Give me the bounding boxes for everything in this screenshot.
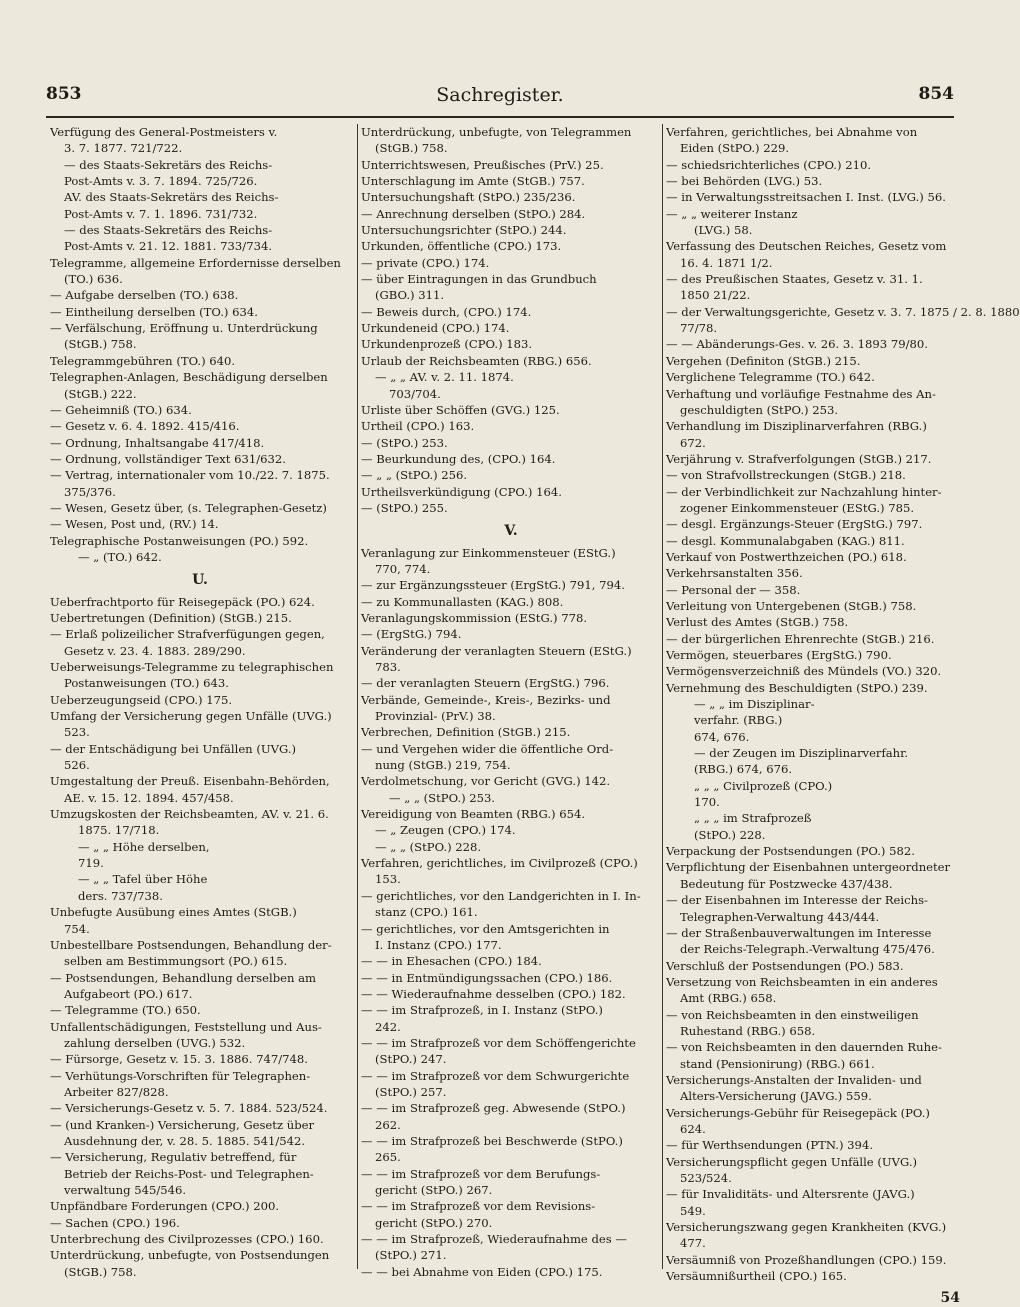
index-entry-line: — — im Strafprozeß, Wiederaufnahme des — [361, 1232, 627, 1247]
index-entry-line: — private (CPO.) 174. [361, 255, 490, 270]
index-entry-line: — des Staats-Sekretärs des Reichs- [64, 157, 273, 172]
index-entry-line: zahlung derselben (UVG.) 532. [64, 1035, 246, 1050]
index-entry-line: Postanweisungen (TO.) 643. [64, 676, 229, 691]
index-entry-line: Verfassung des Deutschen Reiches, Gesetz vom [666, 239, 947, 254]
index-entry-line: Verbände, Gemeinde-, Kreis-, Bezirks- und [361, 692, 611, 707]
index-entry-line: (StPO.) 257. [375, 1084, 447, 1099]
index-entry-line: AE. v. 15. 12. 1894. 457/458. [64, 790, 234, 805]
index-entry-line: Vereidigung von Beamten (RBG.) 654. [361, 807, 586, 822]
index-entry-line: Unterrichtswesen, Preußisches (PrV.) 25. [361, 157, 604, 172]
index-entry-line: — der Verwaltungsgerichte, Gesetz v. 3. 7. 1875 / 2. 8. 1880 [666, 304, 1020, 319]
index-entry-line: Versicherungspflicht gegen Unfälle (UVG.) [666, 1154, 918, 1169]
index-entry-line: (StGB.) 758. [64, 337, 137, 352]
index-entry-line: — — in Entmündigungssachen (CPO.) 186. [361, 970, 613, 985]
index-entry-line: — der Eisenbahnen im Interesse der Reichs- [666, 893, 928, 908]
index-entry-line: stand (Pensionirung) (RBG.) 661. [680, 1056, 875, 1071]
index-entry-line: Alters-Versicherung (JAVG.) 559. [680, 1089, 872, 1104]
page-header [46, 84, 954, 114]
index-entry-line: — der bürgerlichen Ehrenrechte (StGB.) 216. [666, 631, 935, 646]
section-letter-heading: U. [192, 572, 208, 589]
index-entry-line: Unbestellbare Postsendungen, Behandlung der- [50, 937, 332, 952]
index-entry-line: — „ „ (StPO.) 228. [375, 839, 482, 854]
index-entry-line: Verkehrsanstalten 356. [666, 566, 803, 581]
index-entry-line: — des Staats-Sekretärs des Reichs- [64, 223, 273, 238]
page-number-right: 854 [918, 84, 954, 104]
index-entry-line: — über Eintragungen in das Grundbuch [361, 272, 597, 287]
index-entry-line: Versicherungszwang gegen Krankheiten (KVG.) [666, 1220, 947, 1235]
index-entry-line: — Postsendungen, Behandlung derselben am [50, 970, 317, 985]
index-entry-line: — (StPO.) 255. [361, 500, 448, 515]
index-entry-line: 3. 7. 1877. 721/722. [64, 141, 183, 156]
index-entry-line: 77/78. [680, 321, 718, 336]
index-entry-line: Verjährung v. Strafverfolgungen (StGB.) 217. [666, 451, 932, 466]
index-entry-line: — Telegramme (TO.) 650. [50, 1003, 201, 1018]
index-entry-line: 242. [375, 1019, 401, 1034]
index-entry-line: ders. 737/738. [78, 888, 163, 903]
index-entry-line: gericht (StPO.) 270. [375, 1215, 493, 1230]
index-entry-line: — — Wiederaufnahme desselben (CPO.) 182. [361, 986, 626, 1001]
index-entry-line: — Geheimniß (TO.) 634. [50, 402, 192, 417]
index-entry-line: selben am Bestimmungsort (PO.) 615. [64, 954, 288, 969]
index-entry-line: — von Reichsbeamten in den dauernden Ruhe- [666, 1040, 942, 1055]
index-entry-line: — gerichtliches, vor den Landgerichten in I. In- [361, 888, 641, 903]
index-entry-line: zogener Einkommensteuer (EStG.) 785. [680, 500, 915, 515]
index-entry-line: (LVG.) 58. [694, 223, 753, 238]
index-entry-line: — Eintheilung derselben (TO.) 634. [50, 304, 258, 319]
index-entry-line: — Anrechnung derselben (StPO.) 284. [361, 206, 586, 221]
index-entry-line: — „ „ im Disziplinar- [694, 697, 815, 712]
header-rule [46, 116, 954, 118]
index-entry-line: — in Verwaltungsstreitsachen I. Inst. (LVG.) 56. [666, 190, 946, 205]
index-entry-line: 265. [375, 1150, 401, 1165]
index-entry-line: — — im Strafprozeß geg. Abwesende (StPO.) [361, 1101, 626, 1116]
index-entry-line: Untersuchungsrichter (StPO.) 244. [361, 223, 567, 238]
index-entry-line: — „ „ Tafel über Höhe [78, 872, 208, 887]
index-entry-line: 549. [680, 1203, 706, 1218]
index-entry-line: Verfügung des General-Postmeisters v. [50, 125, 278, 139]
index-entry-line: Vernehmung des Beschuldigten (StPO.) 239. [666, 680, 928, 695]
column-divider [662, 124, 663, 1269]
index-entry-line: (GBO.) 311. [375, 288, 445, 303]
index-entry-line: — Erlaß polizeilicher Strafverfügungen gegen, [50, 627, 325, 642]
index-entry-line: Urkunden, öffentliche (CPO.) 173. [361, 239, 562, 254]
index-entry-line: Untersuchungshaft (StPO.) 235/236. [361, 190, 576, 205]
index-entry-line: Telegraphische Postanweisungen (PO.) 592. [50, 533, 309, 548]
index-entry-line: 477. [680, 1236, 706, 1251]
index-entry-line: — Aufgabe derselben (TO.) 638. [50, 288, 239, 303]
index-entry-line: — Versicherungs-Gesetz v. 5. 7. 1884. 523/524. [50, 1101, 328, 1116]
index-entry-line: Vermögensverzeichniß des Mündels (VO.) 320. [666, 664, 942, 679]
index-column-right [666, 124, 1020, 1307]
index-entry-line: Versäumniß von Prozeßhandlungen (CPO.) 159. [666, 1252, 947, 1267]
index-entry-line: 16. 4. 1871 1/2. [680, 255, 773, 270]
index-entry-line: 262. [375, 1117, 401, 1132]
index-entry-line: (StPO.) 228. [694, 827, 766, 842]
section-letter-heading: V. [504, 523, 518, 540]
index-entry-line: Urkundeneid (CPO.) 174. [361, 321, 510, 336]
index-entry-line: Umfang der Versicherung gegen Unfälle (UVG.) [50, 709, 332, 724]
column-divider [357, 124, 358, 1269]
index-entry-line: „ „ „ Civilprozeß (CPO.) [694, 778, 833, 793]
index-entry-line: Amt (RBG.) 658. [680, 991, 777, 1006]
index-column-middle [361, 124, 661, 1280]
index-entry-line: Veränderung der veranlagten Steuern (EStG.) [361, 643, 632, 658]
page-number-left: 853 [46, 84, 82, 104]
signature-mark: 54 [940, 1290, 960, 1307]
index-entry-line: — schiedsrichterliches (CPO.) 210. [666, 157, 872, 172]
index-entry-line: Telegramme, allgemeine Erfordernisse derselben [50, 255, 341, 270]
index-entry-line: Unpfändbare Forderungen (CPO.) 200. [50, 1199, 280, 1214]
index-entry-line: Unterdrückung, unbefugte, von Postsendungen [50, 1248, 330, 1263]
index-entry-line: Veranlagungskommission (EStG.) 778. [361, 610, 588, 625]
index-entry-line: gericht (StPO.) 267. [375, 1183, 493, 1197]
index-entry-line: 1850 21/22. [680, 288, 751, 303]
index-entry-line: — Beurkundung des, (CPO.) 164. [361, 451, 556, 466]
index-entry-line: — — im Strafprozeß vor dem Revisions- [361, 1199, 596, 1214]
index-entry-line: Verdolmetschung, vor Gericht (GVG.) 142. [361, 774, 611, 789]
index-entry-line: — der veranlagten Steuern (ErgStG.) 796. [361, 676, 610, 691]
index-entry-line: (StPO.) 247. [375, 1052, 447, 1067]
index-entry-line: 783. [375, 660, 401, 674]
index-entry-line: Verkauf von Postwerthzeichen (PO.) 618. [666, 549, 907, 564]
index-entry-line: 770, 774. [375, 561, 431, 576]
index-entry-line: Ueberzeugungseid (CPO.) 175. [50, 692, 233, 707]
index-entry-line: Betrieb der Reichs-Post- und Telegraphen- [64, 1166, 314, 1181]
index-entry-line: — Wesen, Gesetz über, (s. Telegraphen-Gesetz) [50, 500, 327, 515]
index-entry-line: Ueberweisungs-Telegramme zu telegraphischen [50, 660, 334, 674]
index-entry-line: AV. des Staats-Sekretärs des Reichs- [64, 190, 279, 205]
index-entry-line: Versicherungs-Gebühr für Reisegepäck (PO.) [666, 1105, 930, 1120]
index-entry-line: — für Werthsendungen (PTN.) 394. [666, 1138, 873, 1153]
index-entry-line: Bedeutung für Postzwecke 437/438. [680, 876, 893, 891]
index-entry-line: — — in Ehesachen (CPO.) 184. [361, 954, 542, 969]
index-entry-line: I. Instanz (CPO.) 177. [375, 937, 502, 952]
index-entry-line: verwaltung 545/546. [64, 1183, 187, 1197]
index-entry-line: — der Verbindlichkeit zur Nachzahlung hinter- [666, 484, 942, 499]
index-entry-line: „ „ „ im Strafprozeß [694, 811, 812, 826]
index-entry-line: Verlust des Amtes (StGB.) 758. [666, 615, 849, 630]
index-entry-line: — Gesetz v. 6. 4. 1892. 415/416. [50, 419, 240, 434]
index-entry-line: Unterdrückung, unbefugte, von Telegrammen [361, 125, 632, 139]
index-entry-line: — „ „ AV. v. 2. 11. 1874. [375, 370, 514, 385]
index-entry-line: verfahr. (RBG.) [694, 713, 783, 728]
index-entry-line: — Sachen (CPO.) 196. [50, 1215, 180, 1230]
index-entry-line: — der Straßenbauverwaltungen im Interesse [666, 925, 932, 940]
index-entry-line: Urtheil (CPO.) 163. [361, 419, 475, 434]
page-title: Sachregister. [436, 84, 564, 106]
index-entry-line: 719. [78, 856, 104, 871]
index-entry-line: — (StPO.) 253. [361, 435, 448, 450]
index-entry-line: 624. [680, 1121, 706, 1136]
index-entry-line: Verhandlung im Disziplinarverfahren (RBG.) [666, 419, 927, 434]
index-entry-line: Post-Amts v. 21. 12. 1881. 733/734. [64, 239, 273, 254]
index-entry-line: Aufgabeort (PO.) 617. [64, 986, 193, 1001]
index-entry-line: — Versicherung, Regulativ betreffend, für [50, 1150, 297, 1165]
index-entry-line: (StPO.) 271. [375, 1248, 447, 1263]
index-entry-line: 754. [64, 921, 90, 936]
index-entry-line: 672. [680, 435, 706, 450]
index-entry-line: 153. [375, 872, 401, 887]
index-entry-line: 170. [694, 795, 720, 810]
index-entry-line: 674, 676. [694, 729, 750, 744]
index-entry-line: Unterschlagung im Amte (StGB.) 757. [361, 174, 585, 189]
index-entry-line: — Fürsorge, Gesetz v. 15. 3. 1886. 747/748. [50, 1052, 308, 1067]
index-column-left [50, 124, 350, 1280]
index-entry-line: Unbefugte Ausübung eines Amtes (StGB.) [50, 905, 297, 920]
index-entry-line: Verglichene Telegramme (TO.) 642. [666, 370, 875, 385]
index-entry-line: (StGB.) 758. [64, 1264, 137, 1279]
index-entry-line: Verhaftung und vorläufige Festnahme des An- [666, 386, 936, 401]
index-entry-line: Umzugskosten der Reichsbeamten, AV. v. 21. 6. [50, 807, 329, 822]
index-entry-line: Versicherungs-Anstalten der Invaliden- und [666, 1072, 922, 1087]
index-entry-line: — — im Strafprozeß vor dem Schwurgerichte [361, 1068, 630, 1083]
index-entry-line: — des Preußischen Staates, Gesetz v. 31. 1. [666, 272, 923, 287]
index-entry-line: Verleitung von Untergebenen (StGB.) 758. [666, 598, 917, 613]
index-entry-line: Versäumnißurtheil (CPO.) 165. [666, 1269, 847, 1284]
index-entry-line: Telegrammgebühren (TO.) 640. [50, 353, 236, 368]
index-entry-line: — „ „ (StPO.) 253. [389, 790, 496, 805]
index-entry-line: Post-Amts v. 3. 7. 1894. 725/726. [64, 174, 258, 189]
index-entry-line: — — im Strafprozeß vor dem Schöffengerichte [361, 1035, 636, 1050]
index-entry-line: — „ „ Höhe derselben, [78, 839, 210, 854]
index-entry-line: der Reichs-Telegraph.-Verwaltung 475/476. [680, 942, 935, 957]
index-entry-line: 526. [64, 758, 90, 773]
index-entry-line: — bei Behörden (LVG.) 53. [666, 174, 823, 189]
index-entry-line: (StGB.) 758. [375, 141, 448, 156]
index-entry-line: Umgestaltung der Preuß. Eisenbahn-Behörden, [50, 774, 330, 789]
index-entry-line: — und Vergehen wider die öffentliche Ord- [361, 741, 614, 756]
index-entry-line: Arbeiter 827/828. [64, 1084, 169, 1099]
index-entry-line: — — bei Abnahme von Eiden (CPO.) 175. [361, 1264, 603, 1279]
index-entry-line: Verpflichtung der Eisenbahnen untergeordneter [666, 860, 951, 875]
index-entry-line: — zur Ergänzungssteuer (ErgStG.) 791, 794. [361, 578, 625, 593]
index-entry-line: Ueberfrachtporto für Reisegepäck (PO.) 624. [50, 594, 315, 609]
index-entry-line: 1875. 17/718. [78, 823, 160, 838]
index-entry-line: Post-Amts v. 7. 1. 1896. 731/732. [64, 206, 258, 221]
index-entry-line: — Wesen, Post und, (RV.) 14. [50, 517, 219, 532]
index-entry-line: — Ordnung, Inhaltsangabe 417/418. [50, 435, 265, 450]
index-entry-line: — zu Kommunallasten (KAG.) 808. [361, 594, 564, 609]
index-entry-line: (RBG.) 674, 676. [694, 762, 793, 777]
index-entry-line: — Ordnung, vollständiger Text 631/632. [50, 451, 286, 466]
index-entry-line: — desgl. Ergänzungs-Steuer (ErgStG.) 797. [666, 517, 923, 532]
index-entry-line: Ausdehnung der, v. 28. 5. 1885. 541/542. [64, 1133, 306, 1148]
index-entry-line: — von Reichsbeamten in den einstweiligen [666, 1007, 919, 1022]
index-entry-line: Gesetz v. 23. 4. 1883. 289/290. [64, 643, 246, 658]
index-entry-line: 703/704. [389, 386, 441, 401]
index-entry-line: nung (StGB.) 219, 754. [375, 758, 511, 773]
index-entry-line: Verfahren, gerichtliches, bei Abnahme von [666, 125, 918, 139]
index-entry-line: — „ (TO.) 642. [78, 549, 162, 564]
index-entry-line: — — im Strafprozeß bei Beschwerde (StPO.) [361, 1133, 623, 1148]
index-entry-line: Vermögen, steuerbares (ErgStG.) 790. [666, 648, 892, 662]
index-entry-line: — „ „ weiterer Instanz [666, 206, 798, 221]
index-entry-line: Verpackung der Postsendungen (PO.) 582. [666, 844, 915, 859]
index-entry-line: Veranlagung zur Einkommensteuer (EStG.) [361, 545, 616, 560]
index-entry-line: Unterbrechung des Civilprozesses (CPO.) 160. [50, 1232, 324, 1247]
index-entry-line: (TO.) 636. [64, 272, 123, 287]
index-entry-line: Verfahren, gerichtliches, im Civilprozeß (CPO.) [361, 856, 638, 871]
index-entry-line: Verschluß der Postsendungen (PO.) 583. [666, 958, 904, 973]
index-entry-line: Uebertretungen (Definition) (StGB.) 215. [50, 610, 292, 625]
index-entry-line: 523/524. [680, 1171, 732, 1185]
index-entry-line: — von Strafvollstreckungen (StGB.) 218. [666, 468, 906, 483]
index-entry-line: — (und Kranken-) Versicherung, Gesetz über [50, 1117, 315, 1132]
index-entry-line: Urkundenprozeß (CPO.) 183. [361, 337, 533, 352]
index-entry-line: — Vertrag, internationaler vom 10./22. 7. 1875. [50, 468, 330, 483]
index-entry-line: 523. [64, 725, 90, 740]
index-entry-line: Urlaub der Reichsbeamten (RBG.) 656. [361, 353, 592, 368]
index-entry-line: — für Invaliditäts- und Altersrente (JAVG.) [666, 1187, 915, 1202]
index-entry-line: — „ Zeugen (CPO.) 174. [375, 823, 516, 838]
index-entry-line: Unfallentschädigungen, Feststellung und Aus- [50, 1019, 322, 1034]
index-entry-line: geschuldigten (StPO.) 253. [680, 402, 839, 417]
index-entry-line: Eiden (StPO.) 229. [680, 141, 790, 156]
index-entry-line: — „ „ (StPO.) 256. [361, 468, 468, 483]
index-entry-line: Telegraphen-Anlagen, Beschädigung derselben [50, 370, 328, 385]
index-entry-line: Vergehen (Definiton (StGB.) 215. [666, 353, 861, 368]
index-entry-line: — — im Strafprozeß vor dem Berufungs- [361, 1166, 601, 1181]
index-entry-line: Versetzung von Reichsbeamten in ein anderes [666, 974, 938, 989]
index-entry-line: (StGB.) 222. [64, 386, 137, 401]
index-entry-line: Provinzial- (PrV.) 38. [375, 709, 496, 724]
index-entry-line: — — im Strafprozeß, in I. Instanz (StPO.) [361, 1003, 603, 1018]
index-entry-line: — gerichtliches, vor den Amtsgerichten in [361, 921, 610, 936]
index-entry-line: — desgl. Kommunalabgaben (KAG.) 811. [666, 533, 905, 548]
index-entry-line: — der Entschädigung bei Unfällen (UVG.) [50, 741, 297, 756]
index-entry-line: — Verfälschung, Eröffnung u. Unterdrückung [50, 321, 318, 336]
index-entry-line: — — Abänderungs-Ges. v. 26. 3. 1893 79/80. [666, 337, 928, 352]
index-entry-line: — Verhütungs-Vorschriften für Telegraphen- [50, 1068, 311, 1083]
index-entry-line: — (ErgStG.) 794. [361, 627, 462, 642]
index-entry-line: — Personal der — 358. [666, 582, 801, 597]
index-entry-line: 375/376. [64, 484, 116, 499]
index-entry-line: — Beweis durch, (CPO.) 174. [361, 304, 532, 319]
index-entry-line: Urtheilsverkündigung (CPO.) 164. [361, 484, 562, 499]
index-entry-line: Telegraphen-Verwaltung 443/444. [680, 909, 880, 924]
index-entry-line: Verbrechen, Definition (StGB.) 215. [361, 725, 571, 740]
index-entry-line: — der Zeugen im Disziplinarverfahr. [694, 746, 909, 761]
index-entry-line: Ruhestand (RBG.) 658. [680, 1023, 816, 1038]
index-entry-line: stanz (CPO.) 161. [375, 905, 478, 920]
index-entry-line: Urliste über Schöffen (GVG.) 125. [361, 402, 560, 417]
